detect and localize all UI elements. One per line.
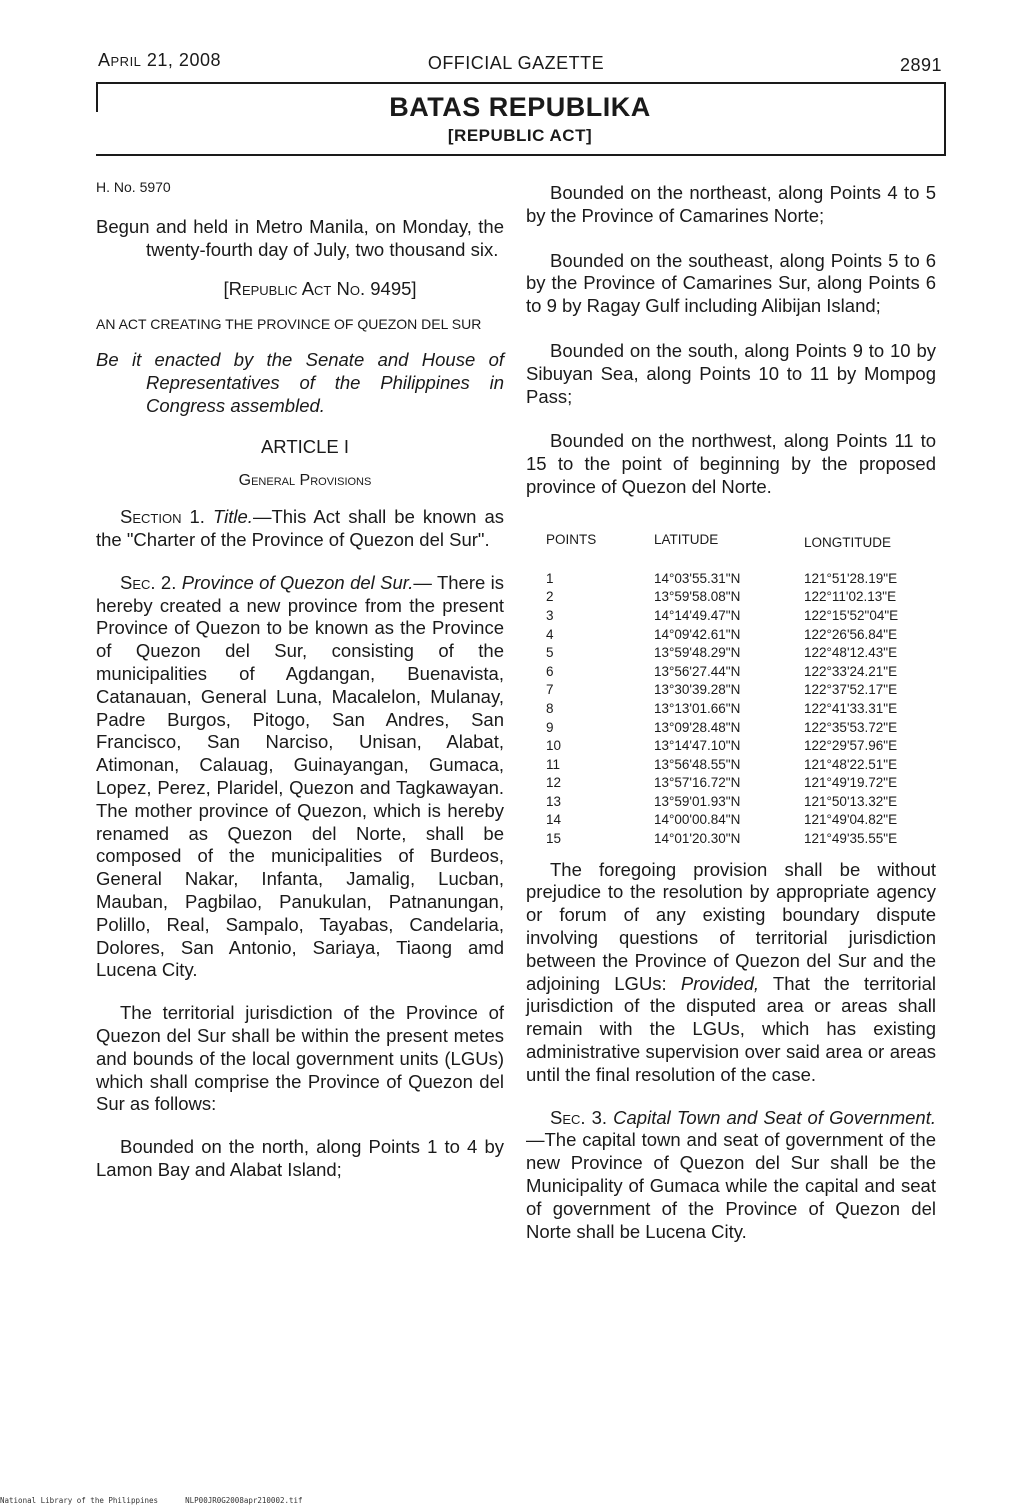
banner-left-rule [96,82,98,112]
scan-footer [0,1496,303,1505]
table-row [546,774,898,793]
point-longitude: 122°48'12.43"E [804,645,898,661]
point-longitude: 121°49'35.55"E [804,831,898,847]
point-latitude: 14°03'55.31"N [654,570,741,586]
point-longitude: 122°29'57.96"E [804,738,898,754]
point-latitude: 13°30'39.28"N [654,682,741,698]
point-longitude: 121°50'13.32"E [804,793,898,809]
section-3 [526,1107,936,1244]
table-row [546,570,898,589]
section-1 [96,506,504,552]
point-longitude: 122°15'52"04"E [804,607,899,623]
point-longitude: 122°35'53.72"E [804,719,898,735]
point-latitude: 14°00'00.84"N [654,812,741,828]
point-number: 3 [546,607,554,623]
point-longitude: 121°49'19.72"E [804,775,898,791]
point-number: 15 [546,831,562,847]
point-number: 4 [546,626,554,642]
point-latitude: 14°09'42.61"N [654,626,741,642]
point-longitude: 121°49'04.82"E [804,812,898,828]
right-column [526,182,936,1243]
point-latitude: 14°14'49.47"N [654,607,741,623]
point-latitude: 13°59'58.08"N [654,589,741,605]
table-row [546,830,898,849]
article-subheading: General Provisions [238,472,372,490]
section-3-title: Capital Town and Seat of Government. [613,1106,937,1128]
point-longitude: 122°41'33.31"E [804,700,898,716]
foregoing-provided: Provided, [680,972,760,994]
bounded-northeast: Bounded on the northeast, along Points 4 to 5 by the Province of Camarines Norte; [526,182,936,226]
header-date: April 21, 2008 [98,50,221,70]
point-latitude: 13°57'16.72"N [654,775,741,791]
foregoing-text-b: That the territorial jurisdiction of the disputed area or areas shall remain with the LGUs, which has existing administrative supervision over said area or areas until the final resolution of the case. [526,972,936,1085]
territorial-jurisdiction: The territorial jurisdiction of the Province of Quezon del Sur shall be within the present metes and bounds of the local government units (LGUs) which shall comprise the Province of Quezon del Sur as follows: [96,1002,504,1115]
point-latitude: 13°14'47.10"N [654,738,741,754]
section-2 [96,572,504,982]
banner-title: BATAS REPUBLIKA [389,92,651,122]
point-number: 10 [546,738,562,754]
table-row [546,756,898,775]
begun-held: Begun and held in Metro Manila, on Monday, the twenty-fourth day of July, two thousand six. [96,215,504,260]
point-longitude: 121°51'28.19"E [804,570,898,586]
table-header-row [546,531,898,556]
point-number: 6 [546,663,554,679]
banner-box [96,82,946,156]
point-longitude: 122°33'24.21"E [804,663,898,679]
page-number: 2891 [900,55,943,75]
section-3-label: Sec. 3. [550,1106,608,1128]
foregoing-text-a: The foregoing provision shall be without prejudice to the resolution by appropriate agency or forum of any existing boundary dispute involving questions of territorial jurisdiction between the Province of Quezon del Sur and the adjoining LGUs: [526,858,936,994]
point-number: 7 [546,682,554,698]
table-row [546,681,898,700]
bounded-south: Bounded on the south, along Points 9 to 10 by Sibuyan Sea, along Points 10 to 11 by Mompog Pass; [526,339,936,407]
point-longitude: 122°11'02.13"E [804,589,897,605]
point-number: 1 [546,570,554,586]
section-2-text: — There is hereby created a new province from the present Province of Quezon to be known as the Province of Quezon del Sur, consisting of the municipalities of Agdangan, Buenavista, Catanauan, General Luna, Macalelon, Mulanay, Padre Burgos, Pitogo, San Andres, San Francisco, San Narciso, Unisan, Alabat, Atimonan, Calauag, Guinayangan, Gumaca, Lopez, Perez, Plaridel, Quezon and Tagkawayan. The mother province of Quezon, which is hereby renamed as Quezon del Norte, shall be composed of the municipalities of Burdeos, General Nakar, Infanta, Jamalig, Lucban, Mauban, Pagbilao, Panukulan, Patnanungan, Polillo, Real, Sampalo, Tayabas, Candelaria, Dolores, San Antonio, Sariaya, Tiaong amd Lucena City. [96,571,505,981]
point-number: 13 [546,793,562,809]
table-row [546,644,898,663]
point-latitude: 14°01'20.30"N [654,831,741,847]
point-number: 14 [546,812,562,828]
point-latitude: 13°59'48.29"N [654,645,741,661]
table-row [546,588,898,607]
point-number: 12 [546,775,562,791]
header-gazette: OFFICIAL GAZETTE [427,53,605,73]
enacting-clause: Be it enacted by the Senate and House of Representatives of the Philippines in Congress assembled. [96,349,504,416]
left-column [96,176,504,1182]
section-1-text: —This Act shall be known as the "Charter of the Province of Quezon del Sur". [96,506,505,550]
point-longitude: 122°37'52.17"E [804,682,898,698]
table-row [546,719,898,738]
bounded-southeast: Bounded on the southeast, along Points 5 to 6 by the Province of Camarines Sur, along Points 6 to 9 by Ragay Gulf including Alibijan Island; [526,249,936,317]
act-title: AN ACT CREATING THE PROVINCE OF QUEZON DEL SUR [96,316,482,333]
point-latitude: 13°13'01.66"N [654,700,741,716]
table-row [546,737,898,756]
point-latitude: 13°09'28.48"N [654,719,741,735]
header-longitude: LONGTITUDE [804,534,892,550]
footer-file: NLP00JR0G2008apr210002.tif [185,1496,303,1505]
point-latitude: 13°59'01.93"N [654,793,741,809]
table-row [546,607,898,626]
point-longitude: 121°48'22.51"E [804,756,898,772]
table-row [546,663,898,682]
header-points: POINTS [546,531,597,547]
point-number: 5 [546,645,554,661]
point-latitude: 13°56'48.55"N [654,756,741,772]
foregoing-provision [526,859,936,1087]
article-heading: ARTICLE I [260,435,350,457]
header-latitude: LATITUDE [654,531,719,547]
republic-act-number: [Republic Act No. 9495] [223,278,417,300]
table-row [546,811,898,830]
point-number: 2 [546,589,554,605]
point-latitude: 13°56'27.44"N [654,663,741,679]
table-row [546,626,898,645]
point-longitude: 122°26'56.84"E [804,626,898,642]
section-1-label: Section 1. [120,506,205,528]
banner-subtitle: [REPUBLIC ACT] [447,126,593,145]
section-2-title: Province of Quezon del Sur. [181,571,414,593]
point-number: 11 [546,756,561,772]
bounded-north: Bounded on the north, along Points 1 to 4 by Lamon Bay and Alabat Island; [96,1136,504,1180]
point-number: 8 [546,700,554,716]
point-number: 9 [546,719,554,735]
footer-library: National Library of the Philippines [0,1496,159,1505]
table-row [546,793,898,812]
table-row [546,700,898,719]
section-1-title: Title. [213,506,253,528]
house-number: H. No. 5970 [96,179,171,195]
boundary-points-table [546,531,898,849]
section-2-label: Sec. 2. [120,571,177,593]
bounded-northwest: Bounded on the northwest, along Points 11 to 15 to the point of beginning by the proposed province of Quezon del Norte. [526,430,936,497]
section-3-text: —The capital town and seat of government of the new Province of Quezon del Sur shall be the Municipality of Gumaca while the capital and seat of government of the Province of Quezon del Norte shall be Lucena City. [526,1129,936,1242]
